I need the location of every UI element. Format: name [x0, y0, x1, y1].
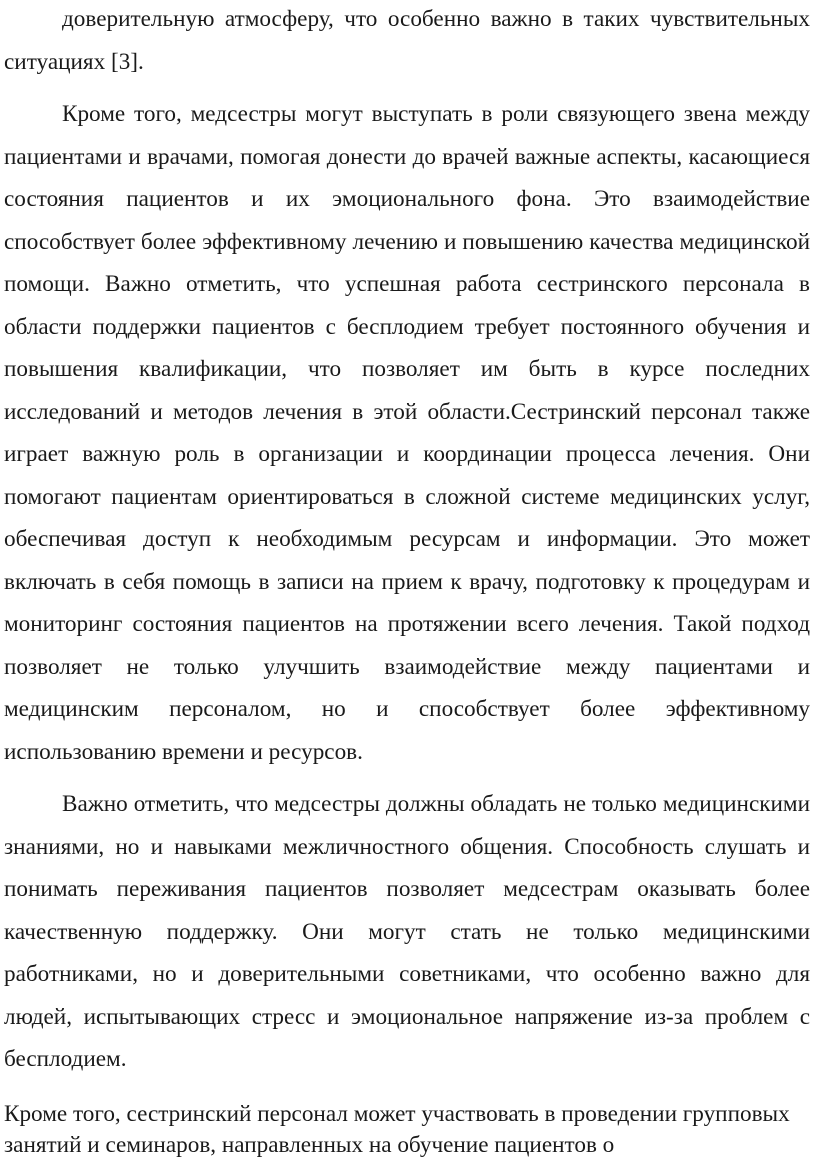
- paragraph-interpersonal-skills: Важно отметить, что медсестры должны обладать не только медицинскими знаниями, но и навыками межличностного общения. Способность слушать и понимать переживания пациентов позволяет медсестрам оказывать более качественную поддержку. Они могут стать не только медицинскими работниками, но и доверительными советниками, что особенно важно для людей, испытывающих стресс и эмоциональное напряжение из-за проблем с бесплодием.: [4, 791, 810, 1072]
- paragraph-continued: доверительную атмосферу, что особенно важно в таких чувствительных ситуациях [3].: [4, 6, 810, 75]
- paragraph-nurses-liaison: Кроме того, медсестры могут выступать в роли связующего звена между пациентами и врачами, помогая донести до врачей важные аспекты, касающиеся состояния пациентов и их эмоционального фона. Это взаимодействие способствует более эффективному лечению и повышению качества медицинской помощи. Важно отметить, что успешная работа сестринского персонала в области поддержки пациентов с бесплодием требует постоянного обучения и повышения квалификации, что позволяет им быть в курсе последних исследований и методов лечения в этой области.Сестринский персонал также играет важную роль в организации и координации процесса лечения. Они помогают пациентам ориентироваться в сложной системе медицинских услуг, обеспечивая доступ к необходимым ресурсам и информации. Это может включать в себя помощь в записи на прием к врачу, подготовку к процедурам и мониторинг состояния пациентов на протяжении всего лечения. Такой подход позволяет не только улучшить взаимодействие между пациентами и медицинским персоналом, но и способствует более эффективному использованию времени и ресурсов.: [4, 101, 810, 765]
- paragraph-group-sessions: Кроме того, сестринский персонал может участвовать в проведении групповых занятий и семинаров, направленных на обучение пациентов о: [4, 1100, 790, 1158]
